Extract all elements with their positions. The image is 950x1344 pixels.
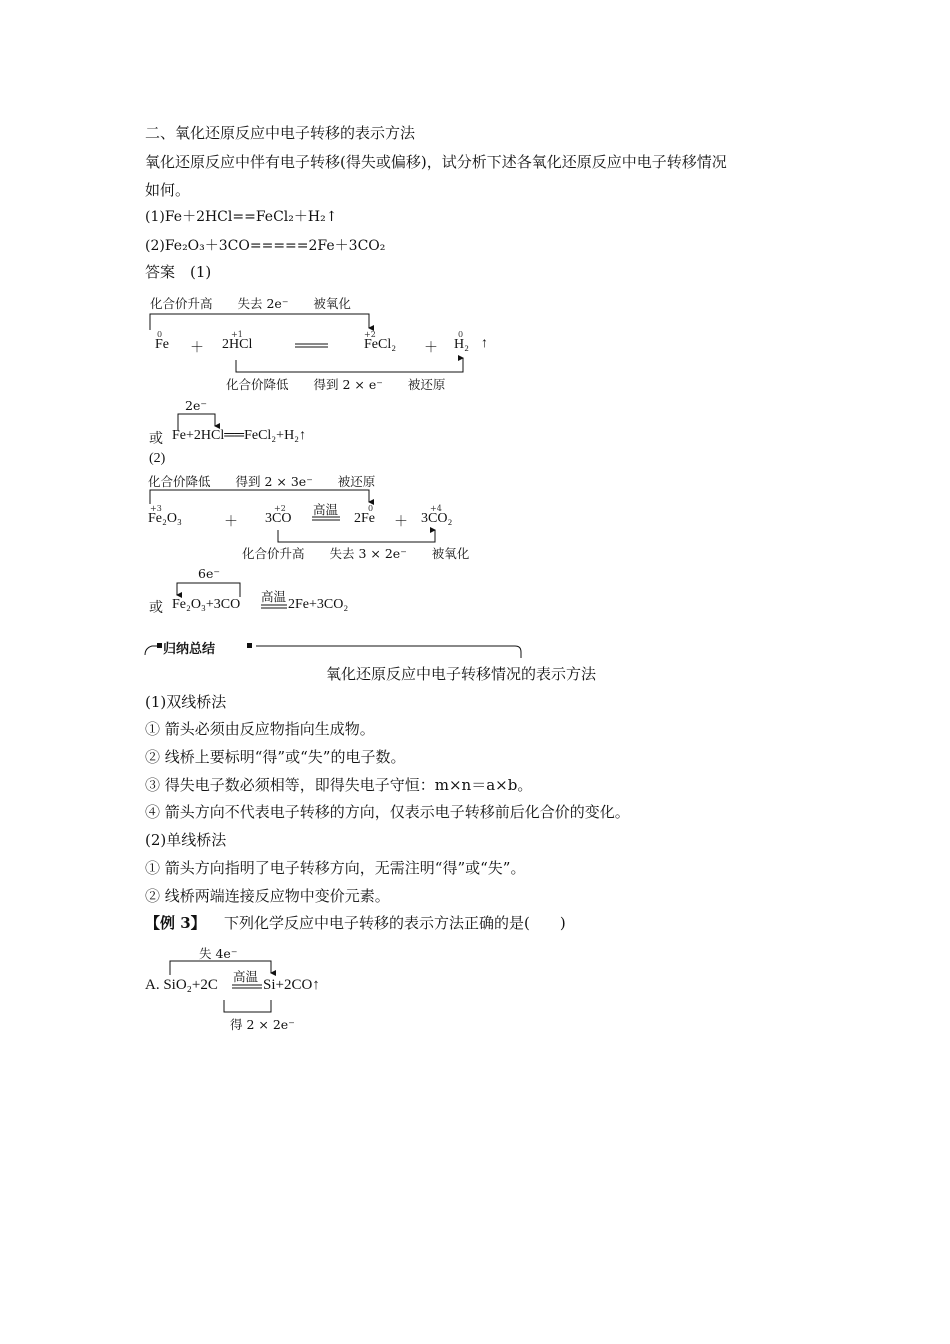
d1-ox-fe2: +2	[364, 330, 376, 339]
s2-or: 或	[149, 601, 163, 616]
d2-plus-2: ＋	[394, 515, 408, 530]
d1-equals	[295, 344, 328, 347]
d1-gas-arrow-icon: ↑	[481, 336, 488, 351]
summary-item: ③ 得失电子数必须相等，即得失电子守恒：m×n＝a×b。	[145, 776, 533, 794]
example-tag: 【例 3】	[145, 914, 206, 932]
d1-top-label: 化合价升高 失去 2e⁻ 被氧化	[150, 296, 351, 311]
question-1: (1)Fe＋2HCl==FeCl₂＋H₂↑	[145, 209, 338, 225]
d1-bottom-label: 化合价降低 得到 2 × e⁻ 被还原	[226, 377, 446, 392]
summary-bullet-left	[157, 643, 162, 648]
s2-left: Fe₂O₃+3CO	[172, 597, 241, 612]
summary-item: ② 线桥上要标明“得”或“失”的电子数。	[145, 748, 406, 766]
s1-label: 2e⁻	[185, 398, 207, 413]
section-heading: 二、氧化还原反应中电子转移的表示方法	[145, 124, 416, 142]
d1-term-fecl2: FeCl₂	[364, 337, 397, 352]
d2-ox-c: +2	[274, 504, 286, 513]
d2-ox-c2: +4	[430, 504, 442, 513]
example-question: 下列化学反应中电子转移的表示方法正确的是( )	[224, 914, 566, 932]
summary-frame-right	[256, 646, 521, 658]
d1-term-hcl: 2HCl	[222, 337, 253, 352]
exA-condition: 高温	[233, 969, 259, 984]
d1-ox-fe: 0	[157, 330, 163, 339]
s2-equals	[261, 605, 287, 608]
d1-bottom-bridge	[236, 358, 463, 372]
s1-equation: Fe+2HCl══FeCl₂+H₂↑	[172, 428, 307, 443]
part2-label: (2)	[149, 451, 166, 466]
d2-term-3co2: 3CO₂	[421, 511, 453, 526]
summary-subtitle: 氧化还原反应中电子转移情况的表示方法	[326, 665, 597, 683]
summary-item: ① 箭头方向指明了电子转移方向，无需注明“得”或“失”。	[145, 859, 526, 877]
summary-bullet-right	[247, 643, 252, 648]
d2-top-label: 化合价降低 得到 2 × 3e⁻ 被还原	[148, 474, 376, 489]
d2-ox-fe: +3	[150, 504, 162, 513]
exA-bottom-bridge	[224, 1000, 271, 1012]
summary-frame-left	[145, 646, 157, 655]
summary-item: ② 线桥两端连接反应物中变价元素。	[145, 887, 390, 905]
d1-ox-h2: 0	[458, 330, 464, 339]
d1-plus-2: ＋	[424, 341, 438, 356]
question-2: (2)Fe₂O₃＋3CO=====2Fe＋3CO₂	[145, 238, 386, 254]
d2-condition: 高温	[313, 502, 339, 517]
d2-plus-1: ＋	[224, 515, 238, 530]
s2-condition: 高温	[261, 589, 287, 604]
exA-equals	[232, 985, 262, 988]
exA-right: Si+2CO↑	[263, 977, 320, 993]
intro-line-1: 氧化还原反应中伴有电子转移(得失或偏移)，试分析下述各氧化还原反应中电子转移情况	[145, 153, 727, 171]
s2-label: 6e⁻	[198, 566, 220, 581]
summary-item: ① 箭头必须由反应物指向生成物。	[145, 720, 375, 738]
d2-bottom-bridge	[278, 530, 435, 542]
s2-bridge	[177, 583, 240, 597]
d2-ox-fe2: 0	[368, 504, 374, 513]
exA-bottom-label: 得 2 × 2e⁻	[230, 1017, 295, 1032]
d1-term-fe: Fe	[155, 337, 169, 352]
exA-top-label: 失 4e⁻	[199, 946, 238, 961]
summary-item: (2)单线桥法	[145, 831, 227, 849]
d1-term-h2: H₂	[454, 337, 469, 352]
d2-term-2fe: 2Fe	[354, 511, 375, 526]
d2-bottom-label: 化合价升高 失去 3 × 2e⁻ 被氧化	[242, 546, 470, 561]
d1-top-bridge	[150, 314, 369, 330]
summary-item: (1)双线桥法	[145, 693, 227, 711]
exA-left: A. SiO₂+2C	[145, 977, 218, 993]
summary-item: ④ 箭头方向不代表电子转移的方向，仅表示电子转移前后化合价的变化。	[145, 803, 630, 821]
d1-ox-h: +1	[231, 330, 243, 339]
d1-plus-1: ＋	[190, 341, 204, 356]
s2-right: 2Fe+3CO₂	[288, 597, 349, 612]
intro-line-2: 如何。	[145, 181, 191, 199]
d2-term-3co: 3CO	[265, 511, 292, 526]
answer-label: 答案 (1)	[145, 263, 212, 281]
summary-title: 归纳总结	[163, 642, 216, 657]
s1-or: 或	[149, 432, 163, 447]
d2-term-fe2o3: Fe₂O₃	[148, 511, 182, 526]
